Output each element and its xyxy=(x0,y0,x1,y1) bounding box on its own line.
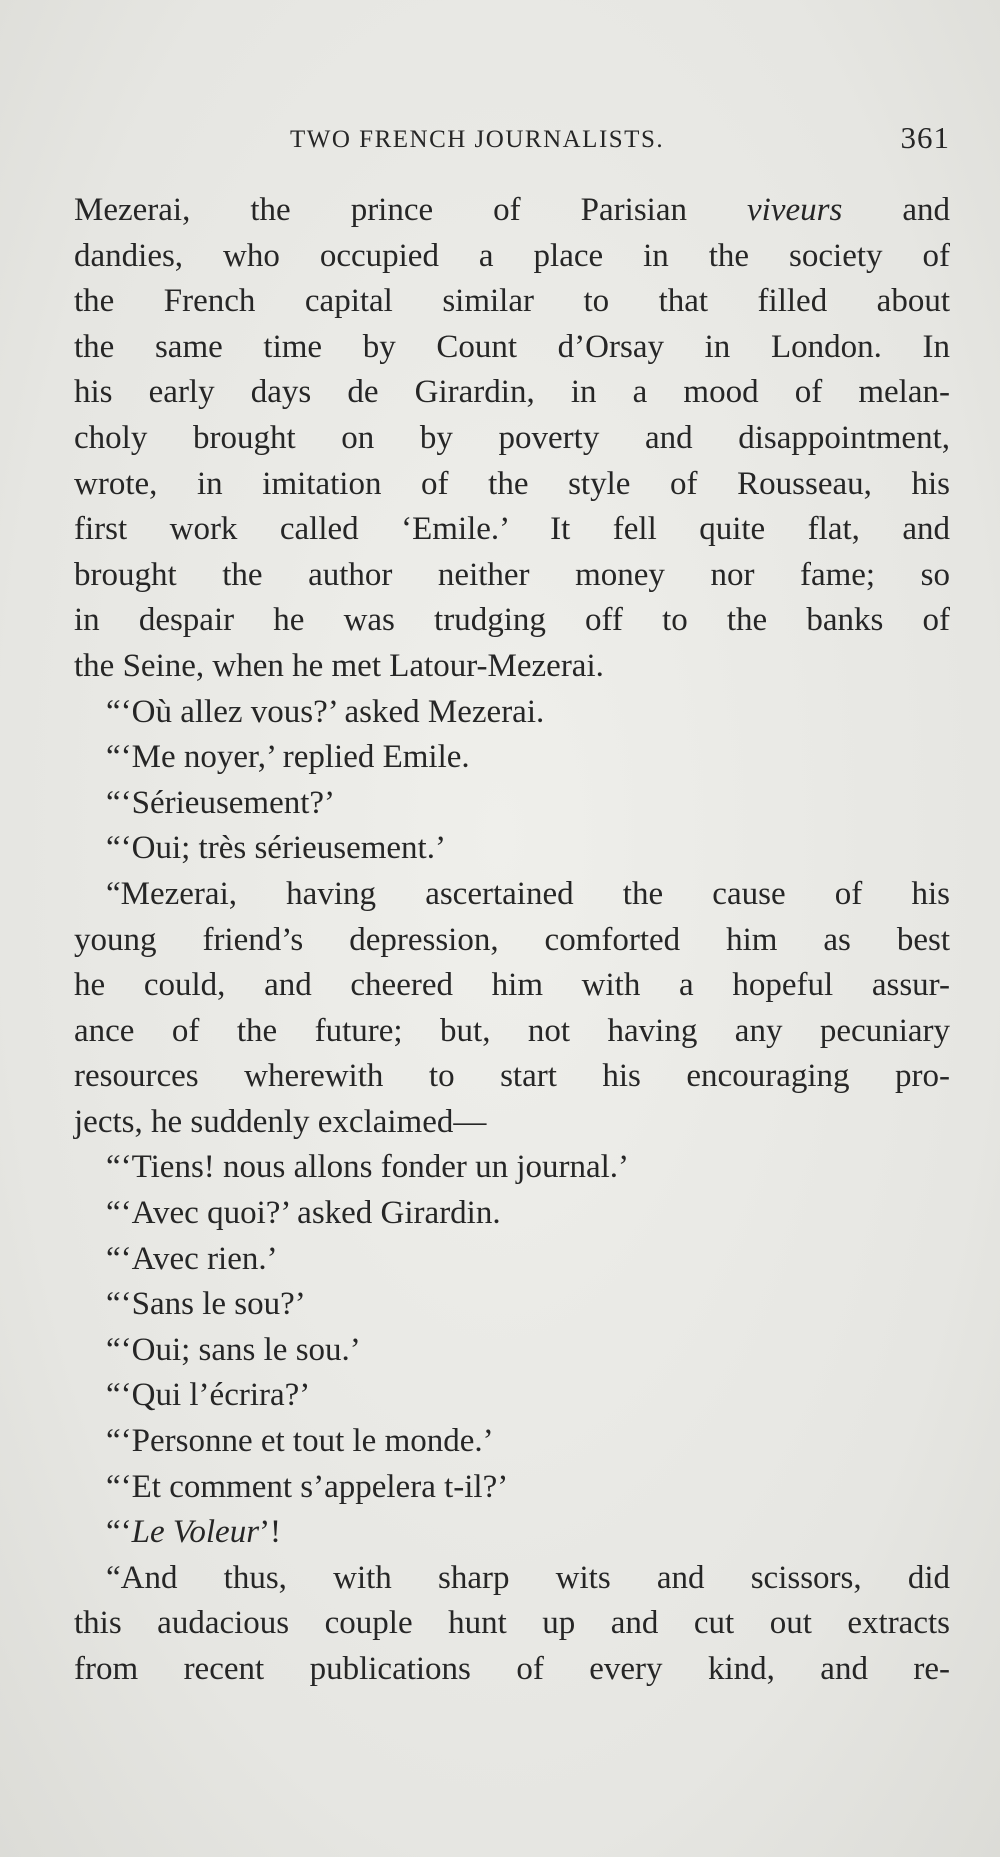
text-line: dandies, who occupied a place in the society of xyxy=(74,237,950,274)
text-run: ’! xyxy=(259,1514,282,1551)
text-line: resources wherewith to start his encouraging pro- xyxy=(74,1058,950,1095)
text-line: jects, he suddenly exclaimed— xyxy=(74,1103,487,1140)
text-run: “‘ xyxy=(106,1514,132,1551)
italic-title: Le Voleur xyxy=(131,1514,260,1551)
text-run: and xyxy=(842,192,950,228)
running-title: TWO FRENCH JOURNALISTS. xyxy=(290,126,665,153)
dialogue-line: “‘Me noyer,’ replied Emile. xyxy=(106,739,470,776)
dialogue-line: “‘Et comment s’appelera t-il?’ xyxy=(106,1468,509,1505)
page-number: 361 xyxy=(900,120,950,155)
text-line: from recent publications of every kind, and re- xyxy=(74,1651,950,1687)
dialogue-line: “‘Avec quoi?’ asked Girardin. xyxy=(106,1195,501,1232)
text-line: he could, and cheered him with a hopeful assur- xyxy=(74,967,950,1004)
text-line: ance of the future; but, not having any pecuniary xyxy=(74,1012,950,1049)
dialogue-line: “‘Sans le sou?’ xyxy=(106,1286,306,1323)
dialogue-line: “‘Où allez vous?’ asked Mezerai. xyxy=(106,693,545,730)
text-line: “And thus, with sharp wits and scissors, did xyxy=(106,1559,950,1596)
dialogue-line: “‘Tiens! nous allons fonder un journal.’ xyxy=(106,1149,630,1186)
dialogue-line: “‘Avec rien.’ xyxy=(106,1240,278,1277)
text-line: the same time by Count d’Orsay in London. In xyxy=(74,328,950,365)
text-line: the French capital similar to that filled about xyxy=(74,283,950,320)
italic-term: viveurs xyxy=(747,192,843,228)
text-run: Mezerai, the prince of Parisian xyxy=(74,192,748,228)
text-line: the Seine, when he met Latour-Mezerai. xyxy=(74,647,604,684)
text-line: this audacious couple hunt up and cut out extracts xyxy=(74,1605,950,1642)
text-line xyxy=(74,188,950,234)
dialogue-line: “‘Personne et tout le monde.’ xyxy=(106,1423,494,1460)
text-line: young friend’s depression, comforted him as best xyxy=(74,921,950,958)
running-head xyxy=(90,118,950,158)
text-line: “Mezerai, having ascertained the cause of his xyxy=(106,875,950,912)
text-line: choly brought on by poverty and disappointment, xyxy=(74,419,950,456)
dialogue-line: “‘Oui; très sérieusement.’ xyxy=(106,830,446,867)
dialogue-line: “‘Qui l’écrira?’ xyxy=(106,1377,311,1414)
text-line: in despair he was trudging off to the banks of xyxy=(74,602,950,639)
text-line: first work called ‘Emile.’ It fell quite flat, and xyxy=(74,511,950,548)
text-line: brought the author neither money nor fame; so xyxy=(74,556,950,593)
dialogue-line: “‘Sérieusement?’ xyxy=(106,784,336,821)
dialogue-line xyxy=(74,1510,950,1556)
dialogue-line: “‘Oui; sans le sou.’ xyxy=(106,1331,361,1368)
body-text xyxy=(74,188,950,1693)
text-line: wrote, in imitation of the style of Rousseau, his xyxy=(74,465,950,502)
text-line: his early days de Girardin, in a mood of melan- xyxy=(74,374,950,411)
